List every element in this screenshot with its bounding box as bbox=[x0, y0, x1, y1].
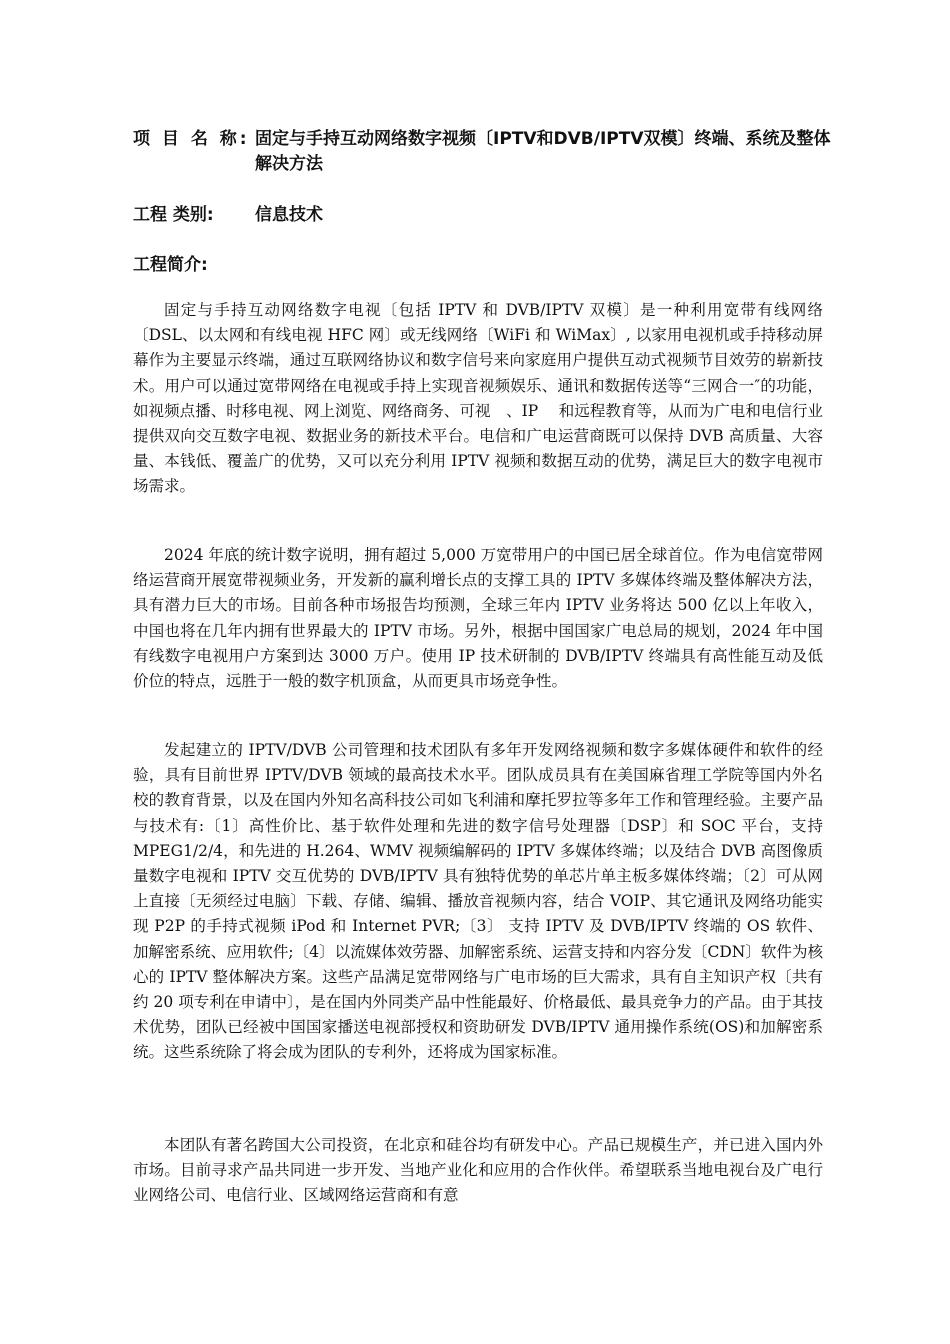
project-category-value: 信息技术 bbox=[255, 205, 323, 225]
body-paragraph: 2024 年底的统计数字说明，拥有超过 5,000 万宽带用户的中国已居全球首位。作为电信宽带网络运营商开展宽带视频业务，开发新的赢利增长点的支撑工具的 IPTV 多媒体终端及整体解决方法，具有潜力巨大的市场。目前各种市场报告均预测，全球三年内 IPTV 业务将达 500 亿以上年收入，中国也将在几年内拥有世界最大的 IPTV 市场。另外，根据中国国家广电总局的规划，2024 年中国有线数字电视用户方案到达 3000 万户。使用 IP 技术研制的 DVB/IPTV 终端具有高性能互动及低价位的特点，远胜于一般的数字机顶盒，从而更具市场竞争性。 bbox=[133, 546, 823, 691]
body-paragraph: 发起建立的 IPTV/DVB 公司管理和技术团队有多年开发网络视频和数字多媒体硬件和软件的经验，具有目前世界 IPTV/DVB 领域的最高技术水平。团队成员具有在美国麻省理工学院等国内外名校的教育背景，以及在国内外知名高科技公司如飞利浦和摩托罗拉等多年工作和管理经验。主要产品与技术有:〔1〕高性价比、基于软件处理和先进的数字信号处理器〔DSP〕和 SOC 平台，支持MPEG1/2/4，和先进的 H.264、WMV 视频编解码的 IPTV 多媒体终端；以及结合 DVB 高图像质量数字电视和 IPTV 交互优势的 DVB/IPTV 具有独特优势的单芯片单主板多媒体终端；〔2〕可从网上直接〔无须经过电脑〕下载、存储、编辑、播放音视频内容，结合 VOIP、其它通讯及网络功能实现 P2P 的手持式视频 iPod 和 Internet PVR;〔3〕 支持 IPTV 及 DVB/IPTV 终端的 OS 软件、加解密系统、应用软件;〔4〕以流媒体效劳器、加解密系统、运营支持和内容分发〔CDN〕软件为核心的 IPTV 整体解决方案。这些产品满足宽带网络与广电市场的巨大需求，具有自主知识产权〔共有约 20 项专利在申请中〕，是在国内外同类产品中性能最好、价格最低、最具竞争力的产品。由于其技术优势，团队已经被中国国家播送电视部授权和资助研发 DVB/IPTV 通用操作系统(OS)和加解密系统。这些系统除了将会成为团队的专利外，还将成为国家标准。 bbox=[133, 741, 823, 1062]
body-paragraph: 本团队有著名跨国大公司投资，在北京和硅谷均有研发中心。产品已规模生产，并已进入国内外市场。目前寻求产品共同进一步开发、当地产业化和应用的合作伙伴。希望联系当地电视台及广电行业网络公司、电信行业、区域网络运营商和有意 bbox=[133, 1136, 823, 1205]
project-name-value: 固定与手持互动网络数字视频〔IPTV和DVB/IPTV双模〕终端、系统及整体解决方法 bbox=[255, 129, 831, 174]
body-paragraph: 固定与手持互动网络数字电视〔包括 IPTV 和 DVB/IPTV 双模〕是一种利用宽带有线网络〔DSL、以太网和有线电视 HFC 网〕或无线网络〔WiFi 和 WiMax〕, 以家用电视机或手持移动屏幕作为主要显示终端，通过互联网络协议和数字信号来向家庭用户提供互动式视频节目效劳的崭新技术。用户可以通过宽带网络在电视或手持上实现音视频娱乐、通讯和数据传送等“三网合一″的功能，如视频点播、时移电视、网上浏览、网络商务、可视 、IP 和远程教育等，从而为广电和电信行业提供双向交互数字电视、数据业务的新技术平台。电信和广电运营商既可以保持 DVB 高质量、大容量、本钱低、覆盖广的优势，又可以充分利用 IPTV 视频和数据互动的优势，满足巨大的数字电视市场需求。 bbox=[133, 301, 823, 496]
project-category-label: 工程 类别: bbox=[133, 205, 214, 225]
project-category-row bbox=[133, 203, 323, 228]
project-name-label: 项 目 名 称: bbox=[133, 129, 250, 149]
project-intro-heading: 工程简介: bbox=[133, 255, 208, 275]
project-name-row bbox=[133, 127, 833, 174]
